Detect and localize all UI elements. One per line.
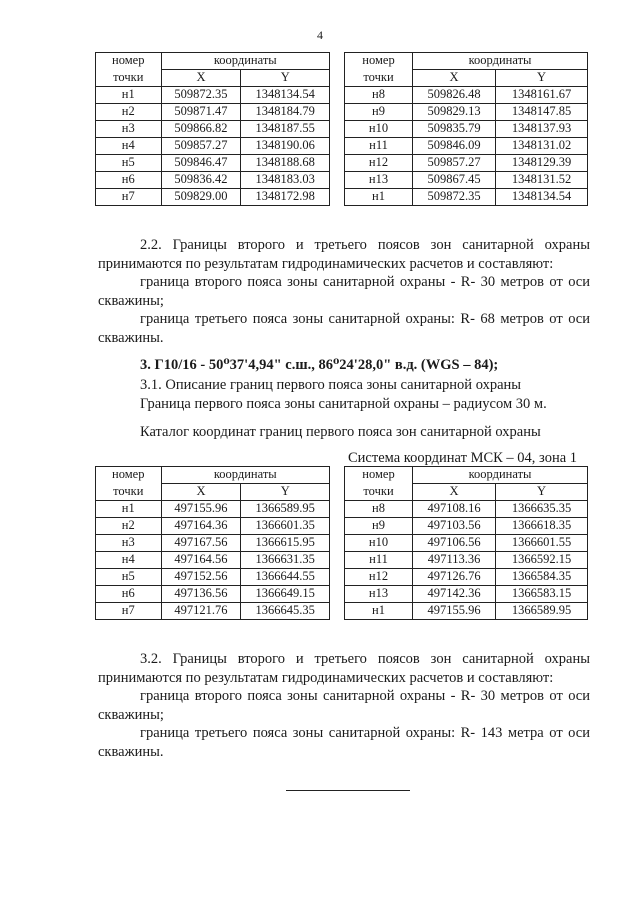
- section-2-2-third-zone: граница третьего пояса зоны санитарной охраны: R- 68 метров от оси скважины.: [98, 311, 590, 346]
- y-coordinate-cell: 1366583.15: [496, 586, 588, 603]
- y-coordinate-cell: 1348184.79: [241, 104, 330, 121]
- section-3-2-third-zone: граница третьего пояса зоны санитарной охраны: R- 143 метра от оси скважины.: [98, 725, 590, 760]
- point-id-cell: н1: [96, 87, 162, 104]
- x-coordinate-cell: 509826.48: [413, 87, 496, 104]
- table-row: [96, 518, 330, 535]
- y-coordinate-cell: 1366589.95: [496, 603, 588, 620]
- y-coordinate-cell: 1348137.93: [496, 121, 588, 138]
- table-row: [345, 172, 588, 189]
- x-coordinate-cell: 497142.36: [413, 586, 496, 603]
- point-id-cell: н6: [96, 172, 162, 189]
- section-3-title: 3. Г10/16 - 50⁰37'4,94" с.ш., 86⁰24'28,0" в.д. (WGS – 84);: [140, 357, 499, 373]
- y-coordinate-cell: 1366631.35: [241, 552, 330, 569]
- coordinates-table-1-right: [344, 52, 588, 206]
- table-row: [96, 121, 330, 138]
- table-row: [96, 586, 330, 603]
- y-coordinate-cell: 1366649.15: [241, 586, 330, 603]
- x-coordinate-cell: 509846.47: [161, 155, 241, 172]
- x-coordinate-cell: 509857.27: [161, 138, 241, 155]
- y-coordinate-cell: 1348188.68: [241, 155, 330, 172]
- x-coordinate-cell: 497155.96: [413, 603, 496, 620]
- x-coordinate-cell: 497155.96: [161, 501, 241, 518]
- y-coordinate-cell: 1348134.54: [496, 189, 588, 206]
- x-coordinate-cell: 509829.00: [161, 189, 241, 206]
- x-coordinate-cell: 497108.16: [413, 501, 496, 518]
- y-coordinate-cell: 1366635.35: [496, 501, 588, 518]
- table-row: [345, 189, 588, 206]
- point-id-cell: н5: [96, 155, 162, 172]
- point-id-cell: н1: [345, 189, 413, 206]
- table-row: [345, 87, 588, 104]
- point-id-cell: н13: [345, 586, 413, 603]
- header-point-label: точки: [96, 484, 162, 501]
- y-coordinate-cell: 1348183.03: [241, 172, 330, 189]
- section-3-2-intro: 3.2. Границы второго и третьего поясов зон санитарной охраны принимаются по результатам гидродинамических расчетов и составляют:: [98, 651, 590, 686]
- point-id-cell: н11: [345, 138, 413, 155]
- point-id-cell: н12: [345, 569, 413, 586]
- table-row: [96, 569, 330, 586]
- table-header-row: [345, 467, 588, 484]
- point-id-cell: н7: [96, 189, 162, 206]
- header-coordinates: координаты: [161, 53, 329, 70]
- x-coordinate-cell: 509835.79: [413, 121, 496, 138]
- coordinate-system: Система координат МСК – 04, зона 1: [348, 450, 578, 466]
- y-coordinate-cell: 1366592.15: [496, 552, 588, 569]
- x-coordinate-cell: 509846.09: [413, 138, 496, 155]
- header-coordinates: координаты: [161, 467, 329, 484]
- y-coordinate-cell: 1366645.35: [241, 603, 330, 620]
- y-coordinate-cell: 1348147.85: [496, 104, 588, 121]
- x-coordinate-cell: 509872.35: [413, 189, 496, 206]
- y-coordinate-cell: 1348129.39: [496, 155, 588, 172]
- x-coordinate-cell: 497103.56: [413, 518, 496, 535]
- header-point-label: точки: [96, 70, 162, 87]
- header-x: X: [161, 484, 241, 501]
- header-x: X: [413, 484, 496, 501]
- y-coordinate-cell: 1348172.98: [241, 189, 330, 206]
- table-row: [96, 104, 330, 121]
- section-2-2-second-zone: граница второго пояса зоны санитарной охраны - R- 30 метров от оси скважины;: [98, 274, 590, 309]
- point-id-cell: н4: [96, 138, 162, 155]
- header-point-number: номер: [345, 467, 413, 484]
- y-coordinate-cell: 1366615.95: [241, 535, 330, 552]
- point-id-cell: н11: [345, 552, 413, 569]
- table-row: [96, 87, 330, 104]
- header-x: X: [413, 70, 496, 87]
- coordinates-table-1-left: [95, 52, 330, 206]
- point-id-cell: н1: [345, 603, 413, 620]
- table-row: [96, 535, 330, 552]
- point-id-cell: н3: [96, 121, 162, 138]
- x-coordinate-cell: 509836.42: [161, 172, 241, 189]
- coordinates-table-2-right: [344, 466, 588, 620]
- x-coordinate-cell: 497152.56: [161, 569, 241, 586]
- first-zone-radius: Граница первого пояса зоны санитарной охраны – радиусом 30 м.: [140, 396, 547, 412]
- point-id-cell: н13: [345, 172, 413, 189]
- point-id-cell: н10: [345, 121, 413, 138]
- coordinates-table-2-left: [95, 466, 330, 620]
- point-id-cell: н3: [96, 535, 162, 552]
- point-id-cell: н9: [345, 518, 413, 535]
- x-coordinate-cell: 509871.47: [161, 104, 241, 121]
- point-id-cell: н2: [96, 104, 162, 121]
- point-id-cell: н6: [96, 586, 162, 603]
- table-row: [345, 535, 588, 552]
- table-row: [96, 155, 330, 172]
- table-row: [345, 501, 588, 518]
- table-header-row: [345, 70, 588, 87]
- x-coordinate-cell: 509857.27: [413, 155, 496, 172]
- table-row: [345, 104, 588, 121]
- x-coordinate-cell: 497136.56: [161, 586, 241, 603]
- header-coordinates: координаты: [413, 467, 588, 484]
- point-id-cell: н4: [96, 552, 162, 569]
- point-id-cell: н12: [345, 155, 413, 172]
- y-coordinate-cell: 1366644.55: [241, 569, 330, 586]
- table-row: [345, 121, 588, 138]
- header-y: Y: [241, 70, 330, 87]
- point-id-cell: н1: [96, 501, 162, 518]
- x-coordinate-cell: 497121.76: [161, 603, 241, 620]
- point-id-cell: н9: [345, 104, 413, 121]
- point-id-cell: н8: [345, 87, 413, 104]
- table-header-row: [345, 53, 588, 70]
- y-coordinate-cell: 1348161.67: [496, 87, 588, 104]
- x-coordinate-cell: 497164.36: [161, 518, 241, 535]
- point-id-cell: н7: [96, 603, 162, 620]
- y-coordinate-cell: 1348131.52: [496, 172, 588, 189]
- point-id-cell: н8: [345, 501, 413, 518]
- header-point-number: номер: [345, 53, 413, 70]
- table-header-row: [96, 70, 330, 87]
- y-coordinate-cell: 1366589.95: [241, 501, 330, 518]
- header-point-number: номер: [96, 467, 162, 484]
- x-coordinate-cell: 497164.56: [161, 552, 241, 569]
- table-row: [345, 586, 588, 603]
- x-coordinate-cell: 497106.56: [413, 535, 496, 552]
- table-row: [345, 552, 588, 569]
- table-header-row: [96, 467, 330, 484]
- header-coordinates: координаты: [413, 53, 588, 70]
- y-coordinate-cell: 1348131.02: [496, 138, 588, 155]
- point-id-cell: н10: [345, 535, 413, 552]
- table-row: [96, 189, 330, 206]
- table-row: [96, 138, 330, 155]
- section-2-2-intro: 2.2. Границы второго и третьего поясов зон санитарной охраны принимаются по результатам гидродинамических расчетов и составляют:: [98, 237, 590, 272]
- table-header-row: [96, 484, 330, 501]
- table-row: [345, 569, 588, 586]
- header-y: Y: [496, 484, 588, 501]
- y-coordinate-cell: 1366601.35: [241, 518, 330, 535]
- x-coordinate-cell: 509867.45: [413, 172, 496, 189]
- table-row: [96, 501, 330, 518]
- header-point-label: точки: [345, 70, 413, 87]
- table-row: [345, 138, 588, 155]
- table-row: [96, 603, 330, 620]
- section-3-2-second-zone: граница второго пояса зоны санитарной охраны - R- 30 метров от оси скважины;: [98, 688, 590, 723]
- point-id-cell: н5: [96, 569, 162, 586]
- y-coordinate-cell: 1366601.55: [496, 535, 588, 552]
- x-coordinate-cell: 509829.13: [413, 104, 496, 121]
- table-row: [345, 155, 588, 172]
- x-coordinate-cell: 497167.56: [161, 535, 241, 552]
- header-point-number: номер: [96, 53, 162, 70]
- x-coordinate-cell: 497126.76: [413, 569, 496, 586]
- y-coordinate-cell: 1348134.54: [241, 87, 330, 104]
- point-id-cell: н2: [96, 518, 162, 535]
- x-coordinate-cell: 497113.36: [413, 552, 496, 569]
- y-coordinate-cell: 1348187.55: [241, 121, 330, 138]
- table-row: [96, 552, 330, 569]
- y-coordinate-cell: 1348190.06: [241, 138, 330, 155]
- page-number: 4: [317, 28, 323, 42]
- y-coordinate-cell: 1366618.35: [496, 518, 588, 535]
- catalog-title: Каталог координат границ первого пояса зон санитарной охраны: [140, 424, 541, 440]
- closing-rule: [286, 790, 410, 791]
- header-point-label: точки: [345, 484, 413, 501]
- table-row: [345, 518, 588, 535]
- header-y: Y: [241, 484, 330, 501]
- x-coordinate-cell: 509872.35: [161, 87, 241, 104]
- table-row: [96, 172, 330, 189]
- x-coordinate-cell: 509866.82: [161, 121, 241, 138]
- table-header-row: [345, 484, 588, 501]
- section-3-1-heading: 3.1. Описание границ первого пояса зоны санитарной охраны: [140, 377, 522, 393]
- table-header-row: [96, 53, 330, 70]
- table-row: [345, 603, 588, 620]
- header-x: X: [161, 70, 241, 87]
- header-y: Y: [496, 70, 588, 87]
- y-coordinate-cell: 1366584.35: [496, 569, 588, 586]
